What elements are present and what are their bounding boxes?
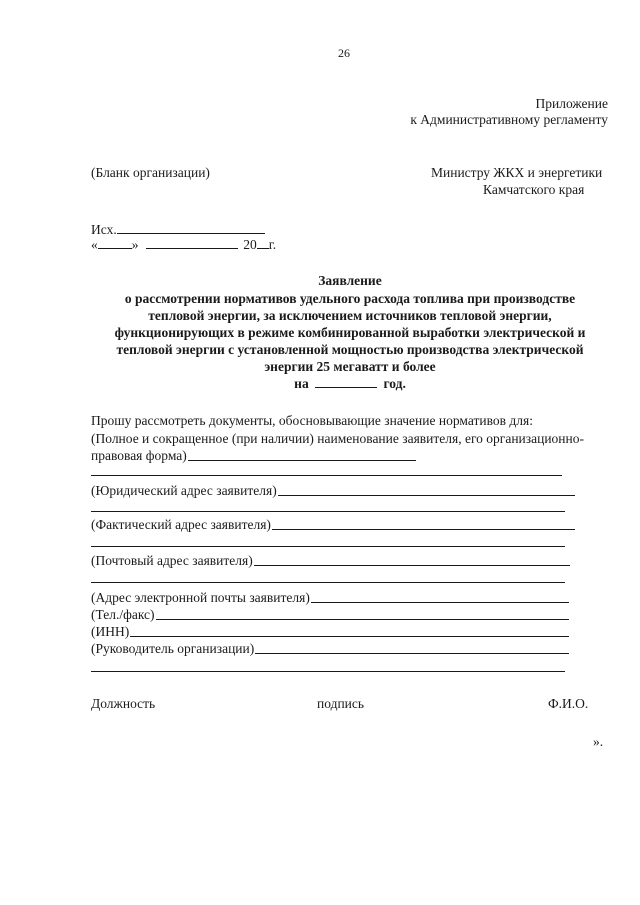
inn-field (91, 623, 569, 640)
legal-address-extra-line (91, 511, 565, 512)
signature-sign-label: подпись (317, 696, 365, 711)
head-of-organization-blank (255, 653, 569, 654)
outgoing-ref-blank (117, 221, 265, 234)
date-day-blank (98, 236, 132, 249)
postal-address-label: (Почтовый адрес заявителя) (91, 553, 253, 568)
head-of-organization-label: (Руководитель организации) (91, 641, 255, 656)
postal-address-field (91, 552, 570, 569)
applicant-name-blank (188, 460, 416, 461)
legal-address-field (91, 482, 575, 499)
date-year-suffix: г. (268, 237, 277, 252)
head-of-organization-extra-line (91, 671, 565, 672)
phone-fax-label: (Тел./факс) (91, 607, 155, 622)
phone-fax-blank (156, 619, 569, 620)
phone-fax-field (91, 606, 569, 623)
document-title-year (0, 375, 640, 392)
applicant-name-field (91, 447, 416, 464)
applicant-name-label-line-2: правовая форма) (91, 448, 187, 463)
inn-label: (ИНН) (91, 624, 130, 639)
document-title-line-4: тепловой энергии с установленной мощностью производства электрической (116, 342, 584, 357)
actual-address-label: (Фактический адрес заявителя) (91, 517, 271, 532)
document-title-line-3: функционирующих в режиме комбинированной выработки электрической и (114, 325, 586, 340)
document-title-line-1: о рассмотрении нормативов удельного расхода топлива при производстве (124, 291, 576, 306)
title-year-prefix: на (294, 376, 309, 391)
appendix-subtitle: к Административному регламенту (410, 112, 608, 127)
applicant-extra-line (91, 475, 562, 476)
date-year-prefix: 20 (243, 237, 257, 252)
applicant-name-label-line-1: (Полное и сокращенное (при наличии) наименование заявителя, его организационно- (91, 431, 584, 446)
postal-address-extra-line (91, 582, 565, 583)
date-quote-close: » (131, 237, 139, 252)
closing-quote-mark: ». (593, 734, 604, 749)
actual-address-extra-line (91, 546, 565, 547)
signature-position-label: Должность (91, 696, 156, 711)
date-year-blank (257, 236, 269, 249)
signature-name-label: Ф.И.О. (548, 696, 589, 711)
appendix-title: Приложение (535, 96, 608, 111)
document-title-line-5: энергии 25 мегаватт и более (264, 359, 436, 374)
email-blank (311, 602, 569, 603)
head-of-organization-field (91, 640, 569, 657)
legal-address-blank (278, 495, 575, 496)
outgoing-ref-label: Исх. (91, 222, 117, 237)
intro-text: Прошу рассмотреть документы, обосновывающие значение нормативов для: (91, 413, 533, 428)
title-year-suffix: год. (383, 376, 406, 391)
document-title-line-2: тепловой энергии, за исключением источников тепловой энергии, (148, 308, 552, 323)
organization-blank-label: (Бланк организации) (91, 165, 210, 180)
page-number: 26 (338, 46, 350, 60)
actual-address-field (91, 516, 575, 533)
date-month-blank (146, 236, 238, 249)
title-year-blank (315, 375, 377, 388)
date-quote-open: « (91, 237, 98, 252)
actual-address-blank (272, 529, 575, 530)
legal-address-label: (Юридический адрес заявителя) (91, 483, 277, 498)
email-label: (Адрес электронной почты заявителя) (91, 590, 310, 605)
inn-blank (130, 636, 569, 637)
outgoing-date (91, 236, 276, 253)
document-heading: Заявление (318, 273, 382, 288)
email-field (91, 589, 569, 606)
addressee-line-2: Камчатского края (483, 182, 585, 197)
addressee-line-1: Министру ЖКХ и энергетики (431, 165, 603, 180)
postal-address-blank (254, 565, 570, 566)
